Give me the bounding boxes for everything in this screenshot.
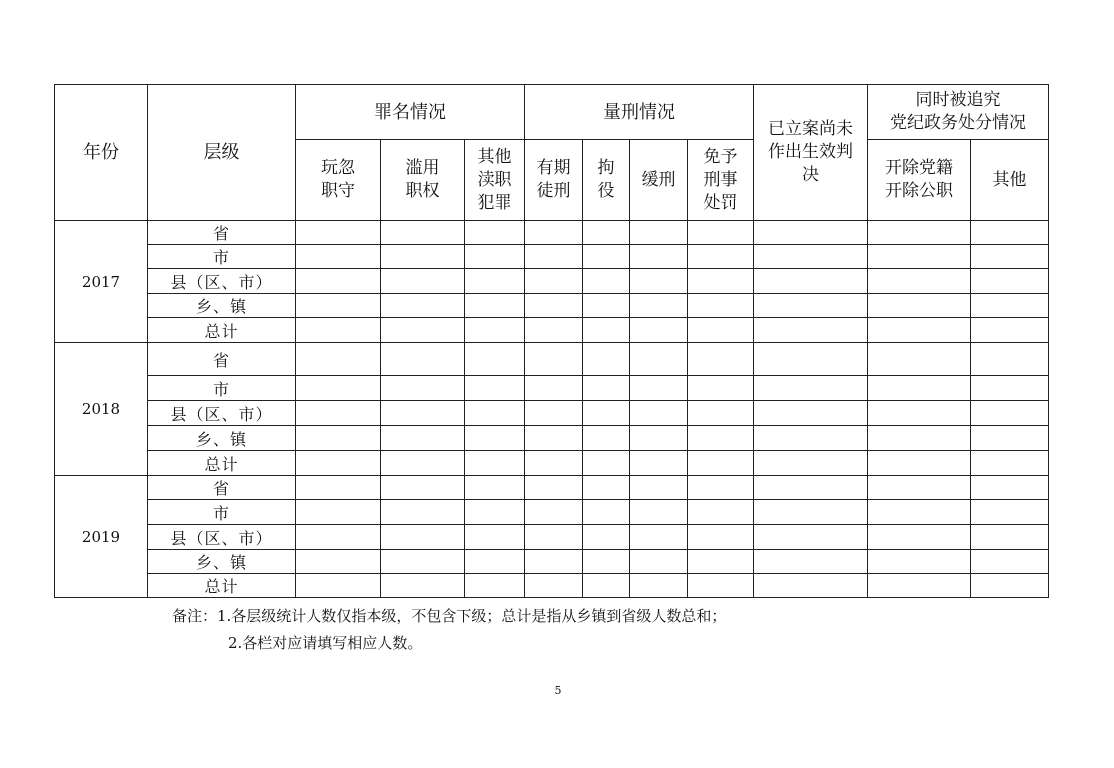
data-cell[interactable] — [525, 343, 583, 376]
data-cell[interactable] — [630, 451, 688, 476]
data-cell[interactable] — [583, 401, 630, 426]
level-cell: 县（区、市） — [148, 401, 296, 426]
data-cell[interactable] — [465, 294, 525, 318]
table-row — [55, 550, 1049, 574]
data-cell[interactable] — [583, 318, 630, 343]
level-cell: 县（区、市） — [148, 525, 296, 550]
data-cell[interactable] — [465, 221, 525, 245]
data-cell[interactable] — [465, 574, 525, 598]
data-cell[interactable] — [688, 376, 754, 401]
data-cell[interactable] — [688, 525, 754, 550]
year-cell: 2019 — [55, 476, 148, 598]
header-year: 年份 — [55, 85, 148, 221]
data-cell[interactable] — [688, 318, 754, 343]
data-cell[interactable] — [754, 343, 868, 376]
level-cell: 乡、镇 — [148, 426, 296, 451]
level-cell: 省 — [148, 221, 296, 245]
header-discipline-other: 其他 — [971, 140, 1049, 221]
data-cell[interactable] — [583, 343, 630, 376]
level-cell: 市 — [148, 245, 296, 269]
data-cell[interactable] — [296, 318, 381, 343]
level-cell: 乡、镇 — [148, 550, 296, 574]
data-cell[interactable] — [868, 376, 971, 401]
level-cell: 市 — [148, 500, 296, 525]
data-cell[interactable] — [868, 294, 971, 318]
data-cell[interactable] — [971, 343, 1049, 376]
data-cell[interactable] — [381, 500, 465, 525]
data-cell[interactable] — [296, 550, 381, 574]
data-cell[interactable] — [381, 343, 465, 376]
data-cell[interactable] — [381, 550, 465, 574]
data-cell[interactable] — [754, 245, 868, 269]
table-row — [55, 343, 1049, 376]
data-cell[interactable] — [525, 318, 583, 343]
data-cell[interactable] — [381, 376, 465, 401]
data-cell[interactable] — [688, 221, 754, 245]
data-cell[interactable] — [868, 343, 971, 376]
level-cell: 乡、镇 — [148, 294, 296, 318]
data-cell[interactable] — [525, 500, 583, 525]
data-cell[interactable] — [754, 525, 868, 550]
data-cell[interactable] — [868, 426, 971, 451]
data-cell[interactable] — [381, 269, 465, 294]
data-cell[interactable] — [583, 245, 630, 269]
data-cell[interactable] — [971, 245, 1049, 269]
header-discipline: 同时被追究 党纪政务处分情况 — [868, 85, 1049, 140]
header-charges: 罪名情况 — [296, 85, 525, 140]
data-cell[interactable] — [465, 318, 525, 343]
data-cell[interactable] — [296, 221, 381, 245]
table-row — [55, 574, 1049, 598]
data-cell[interactable] — [754, 500, 868, 525]
header-fixed-term: 有期 徒刑 — [525, 140, 583, 221]
data-cell[interactable] — [465, 269, 525, 294]
page-number: 5 — [554, 684, 562, 697]
data-cell[interactable] — [465, 525, 525, 550]
data-cell[interactable] — [525, 376, 583, 401]
data-cell[interactable] — [688, 574, 754, 598]
data-cell[interactable] — [296, 376, 381, 401]
data-cell[interactable] — [465, 401, 525, 426]
data-cell[interactable] — [525, 451, 583, 476]
data-cell[interactable] — [868, 525, 971, 550]
data-cell[interactable] — [754, 476, 868, 500]
data-cell[interactable] — [381, 525, 465, 550]
data-cell[interactable] — [971, 376, 1049, 401]
table-row — [55, 376, 1049, 401]
data-cell[interactable] — [971, 426, 1049, 451]
data-cell[interactable] — [525, 476, 583, 500]
data-cell[interactable] — [630, 343, 688, 376]
data-cell[interactable] — [630, 574, 688, 598]
data-cell[interactable] — [688, 245, 754, 269]
data-cell[interactable] — [583, 500, 630, 525]
notes — [172, 603, 726, 657]
data-cell[interactable] — [630, 318, 688, 343]
data-cell[interactable] — [583, 574, 630, 598]
header-exempt: 免予 刑事 处罚 — [688, 140, 754, 221]
data-cell[interactable] — [754, 550, 868, 574]
data-cell[interactable] — [296, 294, 381, 318]
header-pending: 已立案尚未 作出生效判 决 — [754, 85, 868, 221]
data-cell[interactable] — [525, 401, 583, 426]
data-cell[interactable] — [381, 401, 465, 426]
level-cell: 市 — [148, 376, 296, 401]
data-cell[interactable] — [754, 269, 868, 294]
table-row — [55, 525, 1049, 550]
data-cell[interactable] — [465, 245, 525, 269]
data-cell[interactable] — [583, 269, 630, 294]
data-cell[interactable] — [525, 525, 583, 550]
data-cell[interactable] — [296, 245, 381, 269]
data-cell[interactable] — [754, 294, 868, 318]
data-cell[interactable] — [583, 550, 630, 574]
data-cell[interactable] — [971, 550, 1049, 574]
data-cell[interactable] — [465, 343, 525, 376]
table-row — [55, 245, 1049, 269]
data-cell[interactable] — [688, 476, 754, 500]
data-cell[interactable] — [868, 401, 971, 426]
data-cell[interactable] — [688, 500, 754, 525]
data-cell[interactable] — [754, 451, 868, 476]
table-body — [55, 221, 1049, 598]
data-cell[interactable] — [465, 376, 525, 401]
data-cell[interactable] — [630, 294, 688, 318]
data-cell[interactable] — [583, 451, 630, 476]
data-cell[interactable] — [971, 401, 1049, 426]
header-detention: 拘 役 — [583, 140, 630, 221]
data-cell[interactable] — [971, 525, 1049, 550]
note-line-1: 备注：1.各层级统计人数仅指本级，不包含下级；总计是指从乡镇到省级人数总和； — [172, 607, 727, 625]
data-cell[interactable] — [381, 426, 465, 451]
data-cell[interactable] — [525, 550, 583, 574]
header-abuse-of-power: 滥用 职权 — [381, 140, 465, 221]
data-cell[interactable] — [971, 451, 1049, 476]
table-row — [55, 426, 1049, 451]
header-sentencing: 量刑情况 — [525, 85, 754, 140]
data-cell[interactable] — [525, 574, 583, 598]
data-cell[interactable] — [583, 476, 630, 500]
header-dereliction: 玩忽 职守 — [296, 140, 381, 221]
data-cell[interactable] — [868, 550, 971, 574]
data-cell[interactable] — [583, 376, 630, 401]
header-other-malfeasance: 其他 渎职 犯罪 — [465, 140, 525, 221]
data-cell[interactable] — [381, 294, 465, 318]
data-cell[interactable] — [296, 451, 381, 476]
data-cell[interactable] — [525, 294, 583, 318]
data-cell[interactable] — [688, 269, 754, 294]
data-cell[interactable] — [868, 451, 971, 476]
data-cell[interactable] — [296, 500, 381, 525]
data-cell[interactable] — [971, 294, 1049, 318]
data-cell[interactable] — [868, 500, 971, 525]
data-cell[interactable] — [971, 318, 1049, 343]
data-cell[interactable] — [868, 574, 971, 598]
data-cell[interactable] — [296, 401, 381, 426]
data-cell[interactable] — [688, 550, 754, 574]
table-row — [55, 476, 1049, 500]
data-cell[interactable] — [630, 221, 688, 245]
data-cell[interactable] — [296, 574, 381, 598]
level-cell: 总计 — [148, 574, 296, 598]
table-row — [55, 401, 1049, 426]
data-cell[interactable] — [296, 525, 381, 550]
data-cell[interactable] — [296, 476, 381, 500]
table-row — [55, 294, 1049, 318]
data-cell[interactable] — [583, 294, 630, 318]
data-cell[interactable] — [296, 269, 381, 294]
header-probation: 缓刑 — [630, 140, 688, 221]
data-cell[interactable] — [583, 525, 630, 550]
data-cell[interactable] — [630, 245, 688, 269]
data-cell[interactable] — [381, 476, 465, 500]
level-cell: 省 — [148, 343, 296, 376]
data-cell[interactable] — [465, 451, 525, 476]
data-cell[interactable] — [688, 426, 754, 451]
data-cell[interactable] — [971, 476, 1049, 500]
statistics-table — [54, 84, 1049, 598]
data-cell[interactable] — [465, 500, 525, 525]
data-cell[interactable] — [971, 221, 1049, 245]
data-cell[interactable] — [630, 500, 688, 525]
data-cell[interactable] — [754, 376, 868, 401]
note-line-2: 2.各栏对应请填写相应人数。 — [228, 634, 423, 652]
data-cell[interactable] — [381, 221, 465, 245]
data-cell[interactable] — [868, 318, 971, 343]
data-cell[interactable] — [754, 221, 868, 245]
header-expelled: 开除党籍 开除公职 — [868, 140, 971, 221]
table-row — [55, 269, 1049, 294]
level-cell: 省 — [148, 476, 296, 500]
data-cell[interactable] — [868, 221, 971, 245]
data-cell[interactable] — [754, 401, 868, 426]
data-cell[interactable] — [465, 550, 525, 574]
data-cell[interactable] — [630, 426, 688, 451]
level-cell: 县（区、市） — [148, 269, 296, 294]
data-cell[interactable] — [630, 401, 688, 426]
year-cell: 2017 — [55, 221, 148, 343]
data-cell[interactable] — [971, 269, 1049, 294]
data-cell[interactable] — [688, 294, 754, 318]
data-cell[interactable] — [465, 426, 525, 451]
data-cell[interactable] — [754, 574, 868, 598]
data-cell[interactable] — [868, 269, 971, 294]
level-cell: 总计 — [148, 318, 296, 343]
data-cell[interactable] — [381, 574, 465, 598]
data-cell[interactable] — [525, 269, 583, 294]
data-cell[interactable] — [296, 343, 381, 376]
data-cell[interactable] — [630, 476, 688, 500]
table-row — [55, 500, 1049, 525]
table-row — [55, 221, 1049, 245]
data-cell[interactable] — [868, 245, 971, 269]
data-cell[interactable] — [630, 269, 688, 294]
year-cell: 2018 — [55, 343, 148, 476]
data-cell[interactable] — [630, 376, 688, 401]
table-row — [55, 318, 1049, 343]
data-cell[interactable] — [971, 574, 1049, 598]
data-cell[interactable] — [381, 451, 465, 476]
data-cell[interactable] — [583, 221, 630, 245]
data-cell[interactable] — [381, 318, 465, 343]
data-cell[interactable] — [381, 245, 465, 269]
data-cell[interactable] — [525, 221, 583, 245]
data-cell[interactable] — [754, 318, 868, 343]
table-row — [55, 451, 1049, 476]
data-cell[interactable] — [688, 451, 754, 476]
data-cell[interactable] — [971, 500, 1049, 525]
data-cell[interactable] — [754, 426, 868, 451]
data-cell[interactable] — [465, 476, 525, 500]
header-level: 层级 — [148, 85, 296, 221]
data-cell[interactable] — [688, 343, 754, 376]
data-cell[interactable] — [688, 401, 754, 426]
data-cell[interactable] — [868, 476, 971, 500]
data-cell[interactable] — [525, 426, 583, 451]
data-cell[interactable] — [630, 550, 688, 574]
data-cell[interactable] — [583, 426, 630, 451]
data-cell[interactable] — [630, 525, 688, 550]
level-cell: 总计 — [148, 451, 296, 476]
data-cell[interactable] — [525, 245, 583, 269]
data-cell[interactable] — [296, 426, 381, 451]
